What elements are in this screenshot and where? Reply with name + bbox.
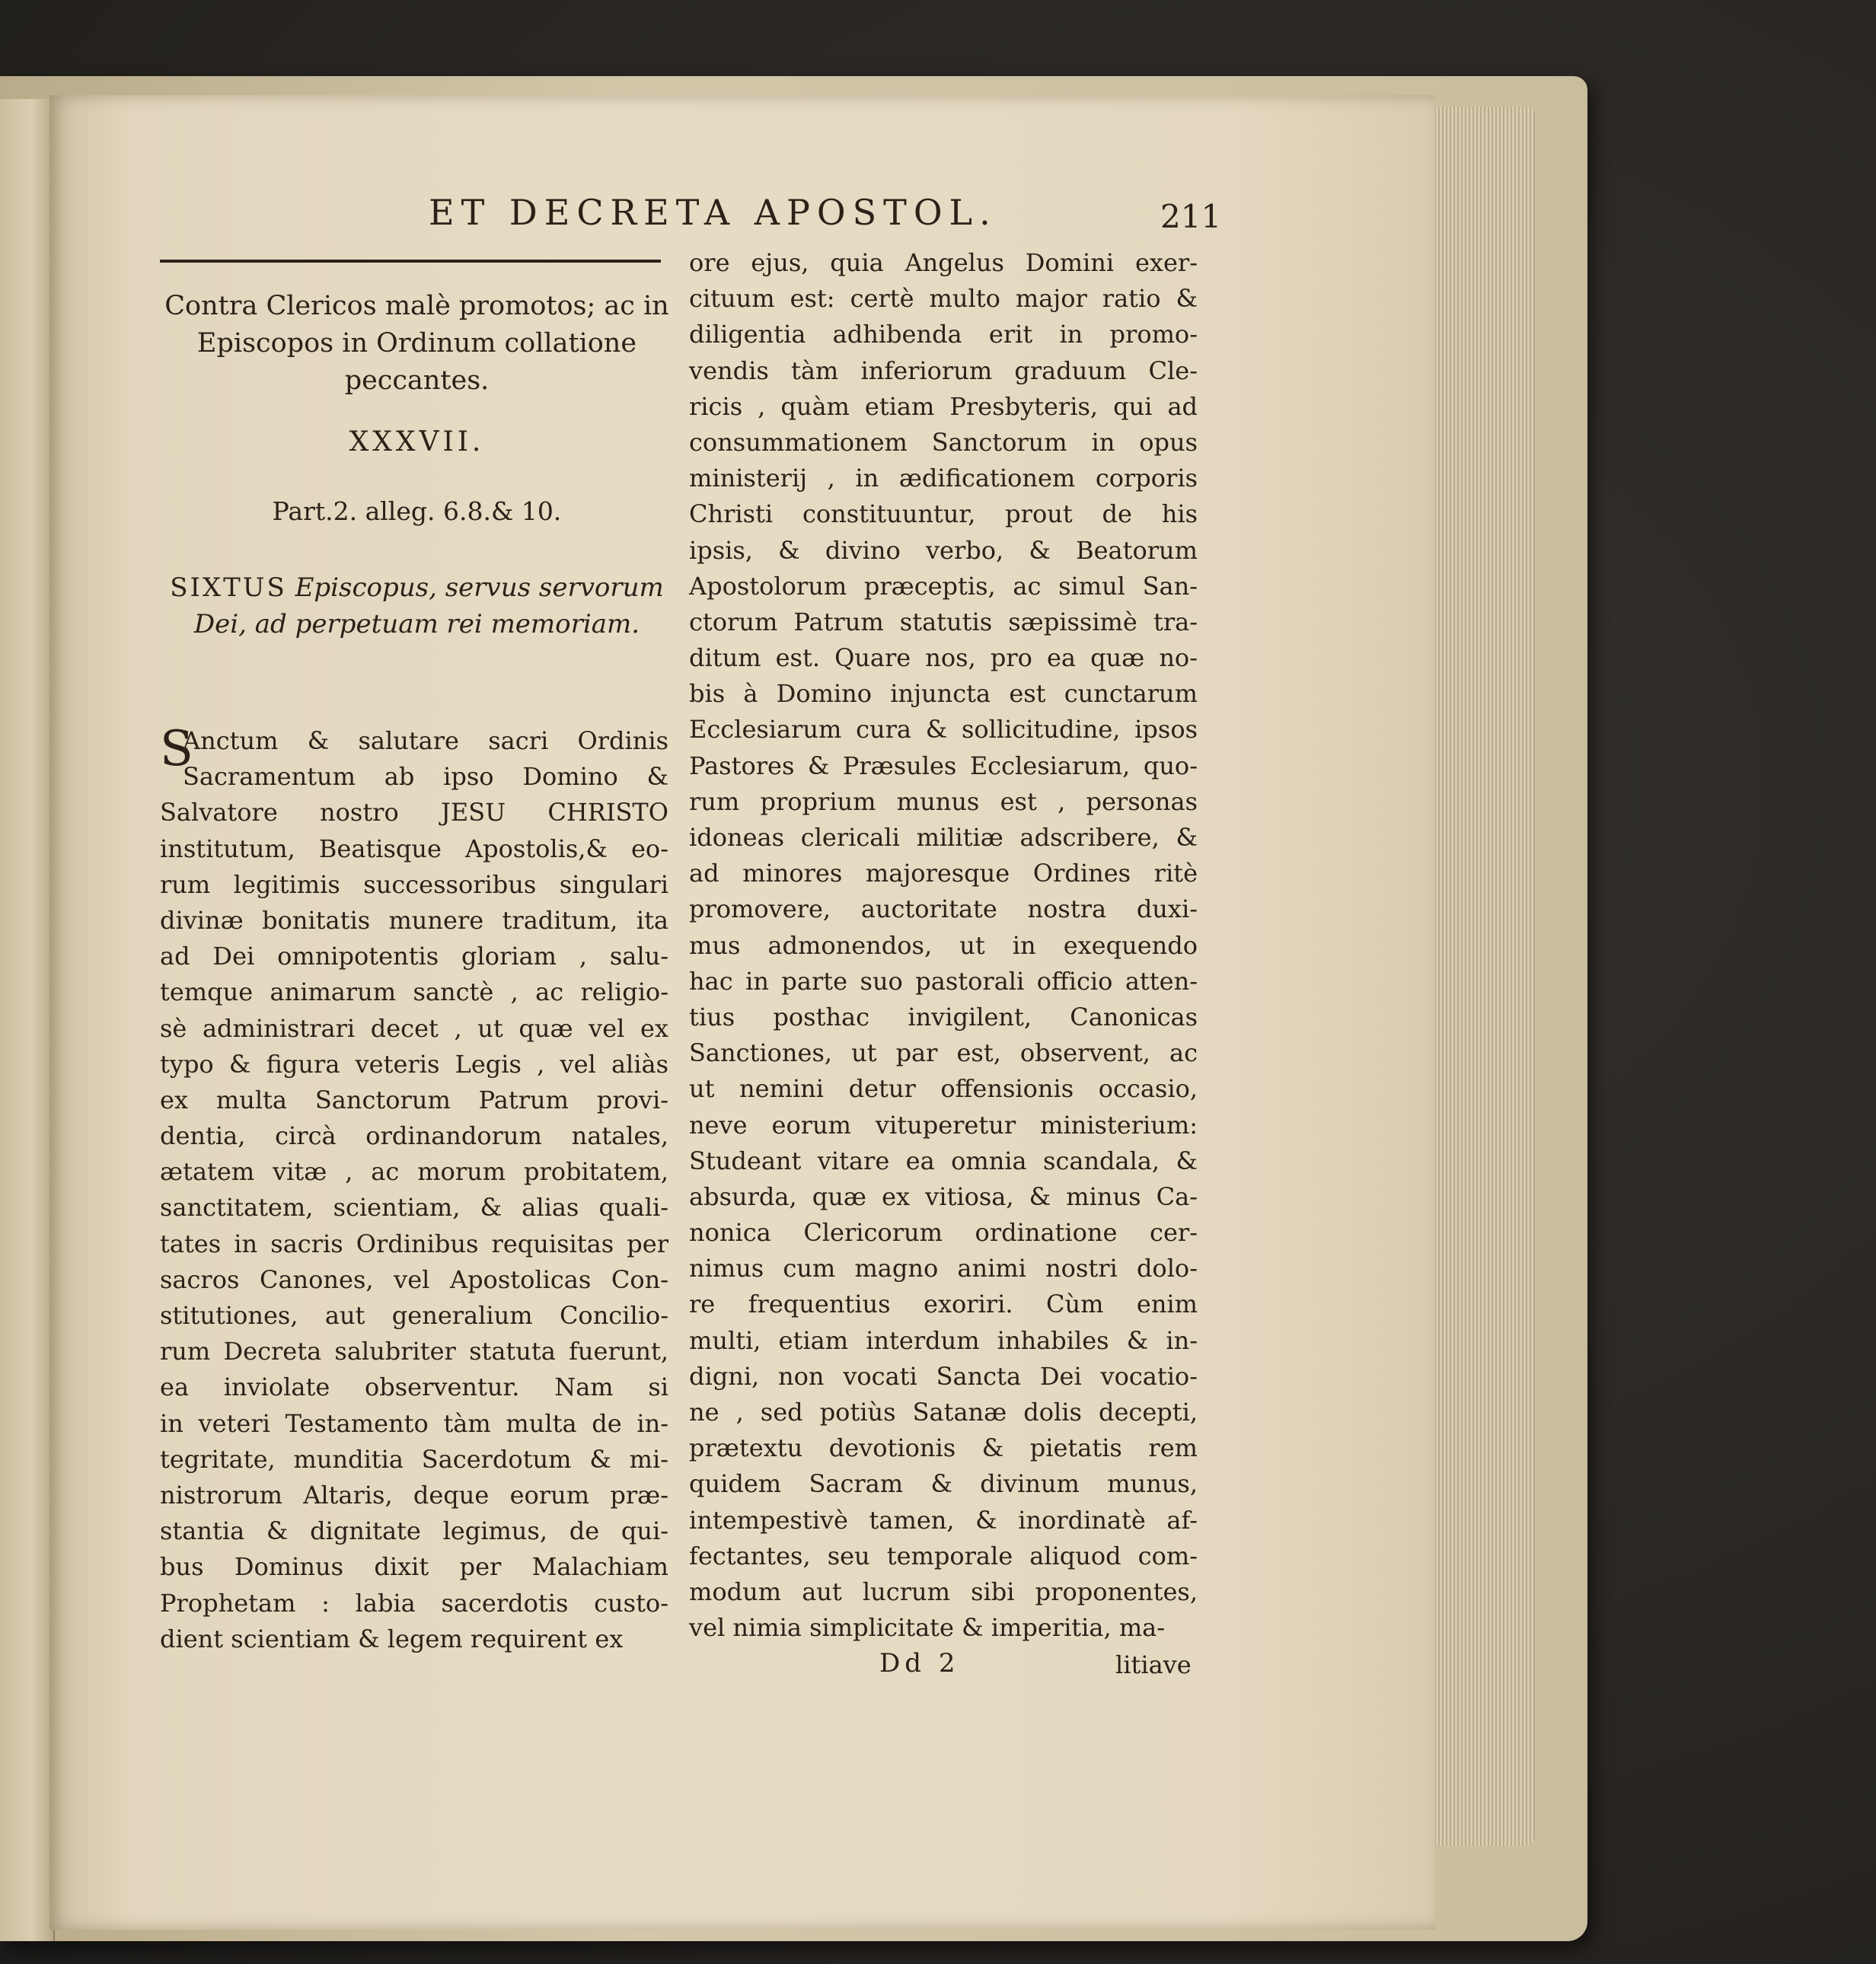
text-line: nistrorum Altaris, deque eorum præ-: [160, 1480, 668, 1510]
text-line: Pastores & Præsules Ecclesiarum, quo-: [689, 751, 1198, 780]
text-line: absurda, quæ ex vitiosa, & minus Ca-: [689, 1181, 1198, 1211]
text-line: sanctitatem, scientiam, & alias quali-: [160, 1193, 668, 1223]
heading-rule: [160, 260, 661, 263]
text-line: ea inviolate observentur. Nam si: [160, 1373, 668, 1402]
text-line: ætatem vitæ , ac morum probitatem,: [160, 1157, 668, 1187]
text-line: ut nemini detur offensionis occasio,: [689, 1074, 1198, 1104]
text-line: nimus cum magno animi nostri dolo-: [689, 1254, 1198, 1283]
text-line: ministerij , in ædificationem corporis: [689, 464, 1198, 493]
text-line: bus Dominus dixit per Malachiam: [160, 1552, 668, 1582]
running-head: ET DECRETA APOSTOL.: [429, 192, 997, 233]
text-line: tates in sacris Ordinibus requisitas per: [160, 1229, 668, 1258]
text-line: temque animarum sanctè , ac religio-: [160, 977, 668, 1007]
page-block-edges: [1421, 107, 1535, 1846]
text-line: prætextu devotionis & pietatis rem: [689, 1433, 1198, 1463]
text-line: mus admonendos, ut in exequendo: [689, 930, 1198, 960]
text-line: Studeant vitare ea omnia scandala, &: [689, 1146, 1198, 1175]
text-line: ipsis, & divino verbo, & Beatorum: [689, 535, 1198, 565]
text-line: institutum, Beatisque Apostolis,& eo-: [160, 834, 668, 863]
text-line: tegritate, munditia Sacerdotum & mi-: [160, 1444, 668, 1474]
left-text-column: [160, 723, 668, 1657]
text-line: typo & figura veteris Legis , vel aliàs: [160, 1049, 668, 1079]
text-line: hac in parte suo pastorali officio atten-: [689, 966, 1198, 996]
text-line: Salvatore nostro JESU CHRISTO: [160, 798, 668, 827]
text-line: promovere, auctoritate nostra duxi-: [689, 894, 1198, 924]
text-line: cituum est: certè multo major ratio &: [689, 284, 1198, 314]
text-line: stitutiones, aut generalium Concilio-: [160, 1301, 668, 1330]
text-line: diligentia adhibenda erit in promo-: [689, 320, 1198, 349]
salutation-text: Episcopus, servus servorum Dei, ad perpetuam rei memoriam.: [193, 572, 664, 639]
text-line: neve eorum vituperetur ministerium:: [689, 1110, 1198, 1140]
text-line: Prophetam : labia sacerdotis custo-: [160, 1588, 668, 1618]
text-line: fectantes, seu temporale aliquod com-: [689, 1541, 1198, 1570]
text-line: vel nimia simplicitate & imperitia, ma-: [689, 1613, 1166, 1643]
chapter-number: XXXVII.: [349, 426, 485, 458]
page-number: 211: [1160, 198, 1222, 235]
text-line: Apostolorum præceptis, ac simul San-: [689, 571, 1198, 601]
text-line: intempestivè tamen, & inordinatè af-: [689, 1505, 1198, 1535]
text-line: Ecclesiarum cura & sollicitudine, ipsos: [689, 715, 1198, 744]
text-line: consummationem Sanctorum in opus: [689, 427, 1198, 457]
text-line: modum aut lucrum sibi proponentes,: [689, 1577, 1198, 1606]
text-line: rum proprium munus est , personas: [689, 786, 1198, 816]
pope-name: SIXTUS: [170, 572, 287, 603]
text-line: Sanctiones, ut par est, observent, ac: [689, 1038, 1198, 1068]
text-line: in veteri Testamento tàm multa de in-: [160, 1408, 668, 1438]
text-line: multi, etiam interdum inhabiles & in-: [689, 1325, 1198, 1355]
text-line: divinæ bonitatis munere traditum, ita: [160, 905, 668, 935]
text-line: vendis tàm inferiorum graduum Cle-: [689, 355, 1198, 385]
text-line: Anctum & salutare sacri Ordinis: [183, 726, 668, 755]
text-line: ad minores majoresque Ordines ritè: [689, 859, 1198, 888]
left-page-edge: [0, 99, 55, 1941]
text-line: dentia, circà ordinandorum natales,: [160, 1121, 668, 1151]
text-line: stantia & dignitate legimus, de qui-: [160, 1516, 668, 1546]
catchword: litiave: [1115, 1650, 1192, 1679]
text-line: ore ejus, quia Angelus Domini exer-: [689, 248, 1198, 277]
text-line: ex multa Sanctorum Patrum provi-: [160, 1085, 668, 1114]
text-line: ditum est. Quare nos, pro ea quæ no-: [689, 643, 1198, 673]
text-line: idoneas clericali militiæ adscribere, &: [689, 823, 1198, 852]
text-line: tius posthac invigilent, Canonicas: [689, 1002, 1198, 1031]
text-line: ne , sed potiùs Satanæ dolis decepti,: [689, 1398, 1198, 1427]
signature-mark: Dd 2: [879, 1648, 960, 1679]
papal-salutation: [160, 569, 674, 642]
text-line: Sacramentum ab ipso Domino &: [183, 762, 668, 792]
chapter-heading: Contra Clericos malè promotos; ac in Episcopos in Ordinum collatione peccantes.: [164, 291, 669, 396]
text-line: bis à Domino injuncta est cunctarum: [689, 679, 1198, 709]
text-line: ctorum Patrum statutis sæpissimè tra-: [689, 607, 1198, 636]
text-line: sacros Canones, vel Apostolicas Con-: [160, 1264, 668, 1294]
text-line: ad Dei omnipotentis gloriam , salu-: [160, 942, 668, 971]
allegation-reference: Part.2. alleg. 6.8.& 10.: [272, 496, 562, 526]
text-line: quidem Sacram & divinum munus,: [689, 1469, 1198, 1499]
text-line: sè administrari decet , ut quæ vel ex: [160, 1013, 668, 1043]
text-line: rum Decreta salubriter statuta fuerunt,: [160, 1337, 668, 1366]
text-line: digni, non vocati Sancta Dei vocatio-: [689, 1361, 1198, 1391]
text-line: Christi constituuntur, prout de his: [689, 499, 1198, 529]
right-text-column: [689, 245, 1198, 1646]
text-line: re frequentius exoriri. Cùm enim: [689, 1290, 1198, 1319]
text-line: dient scientiam & legem requirent ex: [160, 1624, 624, 1653]
text-line: ricis , quàm etiam Presbyteris, qui ad: [689, 391, 1198, 421]
text-line: nonica Clericorum ordinatione cer-: [689, 1218, 1198, 1248]
text-line: rum legitimis successoribus singulari: [160, 869, 668, 899]
drop-capital: S: [160, 721, 193, 777]
